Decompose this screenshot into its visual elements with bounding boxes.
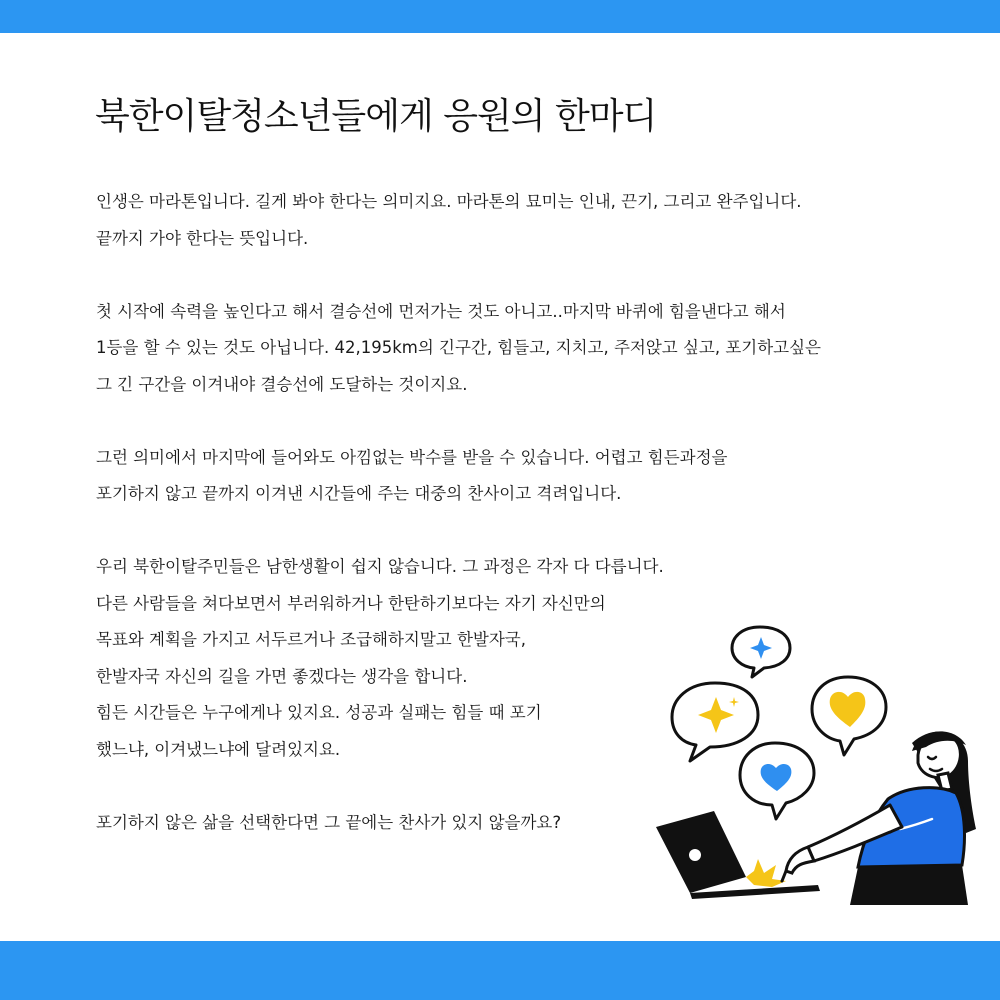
text-line: 다른 사람들을 쳐다보면서 부러워하거나 한탄하기보다는 자기 자신만의 [96,593,606,613]
text-line: 그런 의미에서 마지막에 들어와도 아낌없는 박수를 받을 수 있습니다. 어렵고 힘든과정을 [96,447,728,467]
text-line: 우리 북한이탈주민들은 남한생활이 쉽지 않습니다. 그 과정은 각자 다 다릅니다. [96,557,664,576]
text-line: 한발자국 자신의 길을 가면 좋겠다는 생각을 합니다. [96,666,468,686]
text-line: 그 긴 구간을 이겨내야 결승선에 도달하는 것이지요. [96,374,468,394]
glow-burst [746,859,786,887]
paragraph-1 [96,184,896,257]
speech-bubble-heart-blue [740,743,814,819]
text-line: 끝까지 가야 한다는 뜻입니다. [96,228,309,248]
text-line: 했느냐, 이겨냈느냐에 달려있지요. [96,739,341,759]
text-line: 첫 시작에 속력을 높인다고 해서 결승선에 먼저가는 것도 아니고..마지막 바퀴에 힘을낸다고 해서 [96,301,786,321]
paragraph-2 [96,294,896,404]
speech-bubble-star [732,627,790,677]
bottom-banner [0,941,1000,1000]
text-line: 힘든 시간들은 누구에게나 있지요. 성공과 실패는 힘들 때 포기 [96,703,542,722]
top-banner [0,0,1000,33]
text-line: 포기하지 않은 삶을 선택한다면 그 끝에는 찬사가 있지 않을까요? [96,812,562,832]
page-title: 북한이탈청소년들에게 응원의 한마디 [95,96,657,137]
text-line: 목표와 계획을 가지고 서두르거나 조급해하지말고 한발자국, [96,630,526,649]
speech-bubble-sparkle [672,683,758,761]
speech-bubble-heart-yellow [812,677,886,755]
text-line: 포기하지 않고 끝까지 이겨낸 시간들에 주는 대중의 찬사이고 격려입니다. [96,484,622,503]
paragraph-3 [96,440,896,513]
text-line: 1등을 할 수 있는 것도 아닙니다. 42,195km의 긴구간, 힘들고, 지치고, 주저앉고 싶고, 포기하고싶은 [96,338,821,357]
person-figure [782,731,976,905]
cheering-illustration [650,615,980,905]
text-line: 인생은 마라톤입니다. 길게 봐야 한다는 의미지요. 마라톤의 묘미는 인내, 끈기, 그리고 완주입니다. [96,192,802,211]
